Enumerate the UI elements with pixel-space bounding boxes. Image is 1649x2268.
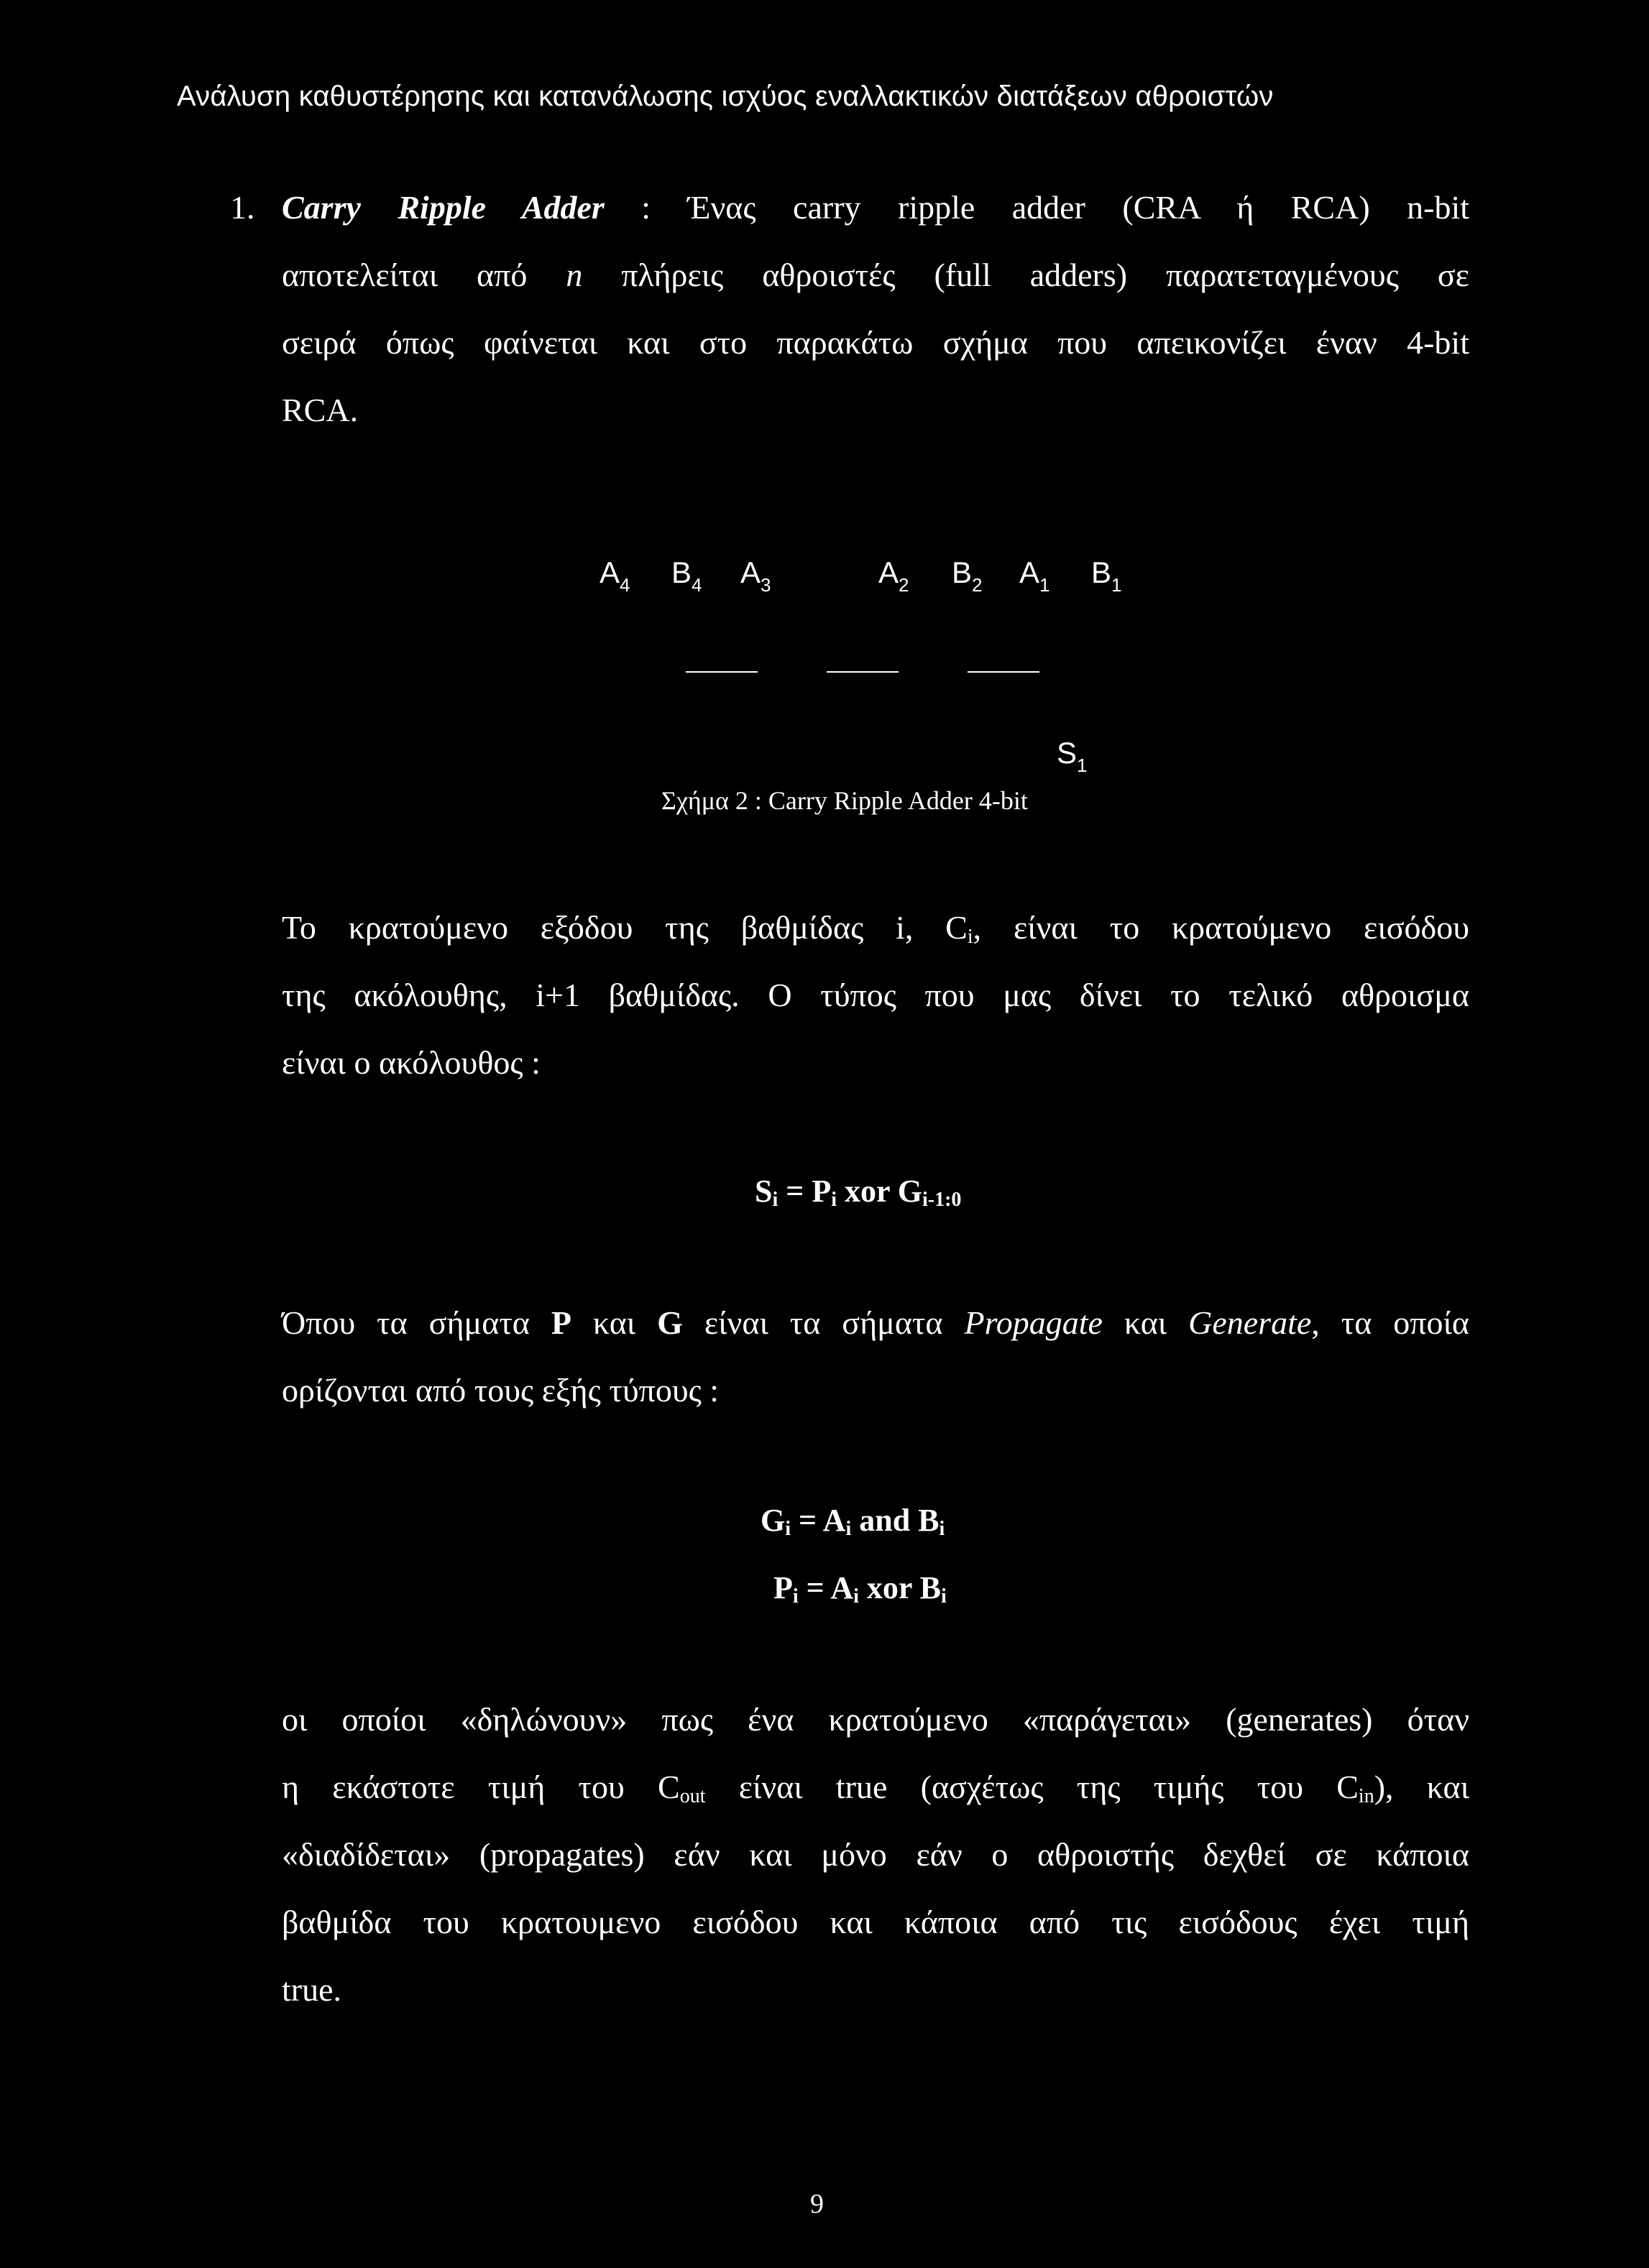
label-a2: $A_2$ [878,556,909,596]
para3-post: , τα οποία [1311,1304,1469,1341]
term-propagate: Propagate [964,1304,1103,1341]
page-number: 9 [810,2189,824,2219]
para4-line1: οι οποίοι «δηλώνουν» πως ένα κρατούμενο «παράγεται» (generates) όταν [282,1701,1469,1738]
para3-mid3: και [1102,1304,1189,1341]
label-b2: $B_2$ [952,556,983,596]
label-a4: $A_4$ [600,556,630,596]
propagate-formula: $P_i = A_i$ xor $B_i$ [773,1570,947,1608]
term-colon: : [604,189,688,226]
para3-mid2: είναι τα σήματα [682,1304,965,1341]
para3-mid1: και [571,1304,658,1341]
section1-line4: RCA. [282,392,359,428]
n-variable: n [566,257,583,293]
carry-line-2 [827,671,899,673]
para2-line1-pre: Το κρατούμενο εξόδου της βαθμίδας i, C [282,909,968,946]
section1-line2-pre: αποτελείται από [282,257,566,293]
para3-line1 [282,1304,1469,1342]
label-b4: $B_4$ [671,556,702,596]
para2-line2: της ακόλουθης, i+1 βαθμίδας. Ο τύπος που μας δίνει το τελικό αθροισμα [282,977,1469,1013]
para3-line2: ορίζονται από τους εξής τύπους : [282,1372,720,1409]
para4-line2-post: ), και [1374,1769,1469,1805]
para2-line1 [282,908,1469,949]
section1-line2 [282,256,1469,294]
para2-line3: είναι ο ακόλουθος : [282,1044,541,1081]
label-a3: $A_3$ [740,556,771,596]
label-b1: $B_1$ [1091,556,1122,596]
term-generate: Generate [1188,1304,1312,1341]
label-s1: $S_1$ [1057,736,1088,776]
list-item-number: 1. [230,189,255,226]
running-header: Ανάλυση καθυστέρησης και κατανάλωσης ισχύος εναλλακτικών διατάξεων αθροιστών [177,80,1274,112]
carry-line-1 [686,671,758,673]
section1-line2-post: πλήρεις αθροιστές (full adders) παρατεταγμένους σε [582,257,1469,293]
section1-line1-text: Ένας carry ripple adder (CRA ή RCA) n-bit [687,189,1470,226]
section1-line1 [282,188,1469,226]
cin-subscript: in [1358,1785,1374,1807]
para4-line2-mid: είναι true (ασχέτως της τιμής του C [705,1769,1359,1805]
generate-formula: $G_i = A_i$ and $B_i$ [761,1503,945,1540]
para4-line3: «διαδίδεται» (propagates) εάν και μόνο εάν ο αθροιστής δεχθεί σε κάποια [282,1836,1469,1873]
cout-subscript: out [679,1785,706,1807]
ci-subscript: i [967,926,973,948]
para2-line1-post: , είναι το κρατούμενο εισόδου [973,909,1470,946]
signal-g: G [657,1304,683,1341]
section1-line3: σειρά όπως φαίνεται και στο παρακάτω σχήμα που απεικονίζει έναν 4-bit [282,324,1469,361]
sum-formula: $S_i = P_i$ xor $G_{i-1:0}$ [755,1174,962,1211]
term-carry-ripple-adder: Carry Ripple Adder [282,189,605,226]
signal-p: P [551,1304,571,1341]
figure-caption: Σχήμα 2 : Carry Ripple Adder 4-bit [661,786,1028,815]
para4-line4: βαθμίδα του κρατουμενο εισόδου και κάποια από τις εισόδους έχει τιμή [282,1904,1469,1940]
label-a1: $A_1$ [1019,556,1050,596]
para4-line2-pre: η εκάστοτε τιμή του C [282,1769,680,1805]
para4-line5: true. [282,1971,342,2008]
para3-pre: Όπου τα σήματα [282,1304,551,1341]
para4-line2 [282,1768,1469,1808]
carry-line-3 [968,671,1039,673]
